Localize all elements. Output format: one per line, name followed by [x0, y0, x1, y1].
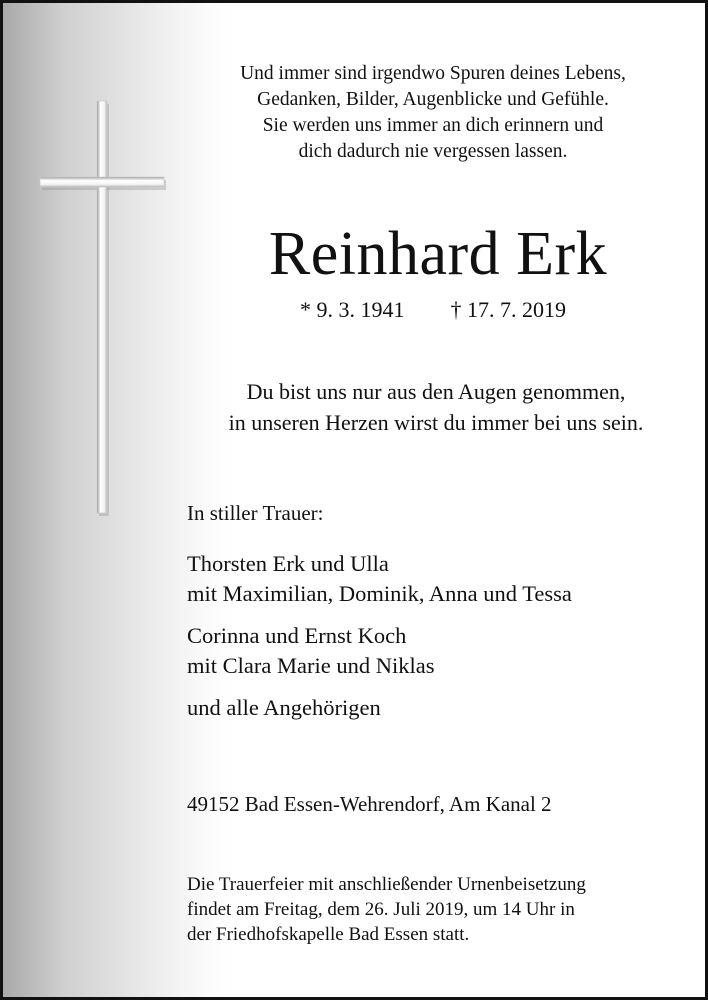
- quote-line: Gedanken, Bilder, Augenblicke und Gefühle.: [257, 89, 609, 110]
- address: 49152 Bad Essen-Wehrendorf, Am Kanal 2: [187, 792, 552, 816]
- service-line: der Friedhofskapelle Bad Essen statt.: [187, 924, 470, 945]
- family-line: Thorsten Erk und Ulla: [187, 551, 389, 576]
- cross-icon: [37, 99, 167, 519]
- verse-line: Du bist uns nur aus den Augen genommen,: [246, 379, 626, 404]
- life-dates: [173, 297, 693, 323]
- quote-line: dich dadurch nie vergessen lassen.: [298, 141, 568, 162]
- family-line: und alle Angehörigen: [187, 695, 381, 720]
- service-line: findet am Freitag, dem 26. Juli 2019, um 14 Uhr in: [187, 899, 575, 920]
- family-group: [187, 621, 572, 681]
- deceased-name: Reinhard Erk: [268, 220, 608, 288]
- opening-quote: [173, 61, 693, 165]
- quote-line: Sie werden uns immer an dich erinnern und: [262, 115, 604, 136]
- family-line: mit Maximilian, Dominik, Anna und Tessa: [187, 581, 572, 606]
- service-info: [187, 872, 586, 947]
- memorial-verse: [173, 376, 699, 438]
- family-group: [187, 693, 572, 723]
- family-group: [187, 549, 572, 609]
- family-line: Corinna und Ernst Koch: [187, 623, 407, 648]
- death-date: † 17. 7. 2019: [450, 297, 566, 322]
- service-line: Die Trauerfeier mit anschließender Urnenbeisetzung: [187, 874, 586, 895]
- family-list: [187, 549, 572, 723]
- family-line: mit Clara Marie und Niklas: [187, 653, 435, 678]
- quote-line: Und immer sind irgendwo Spuren deines Lebens,: [240, 63, 626, 84]
- birth-date: * 9. 3. 1941: [300, 297, 405, 322]
- verse-line: in unseren Herzen wirst du immer bei uns sein.: [228, 410, 644, 435]
- mourning-label: In stiller Trauer:: [187, 501, 324, 525]
